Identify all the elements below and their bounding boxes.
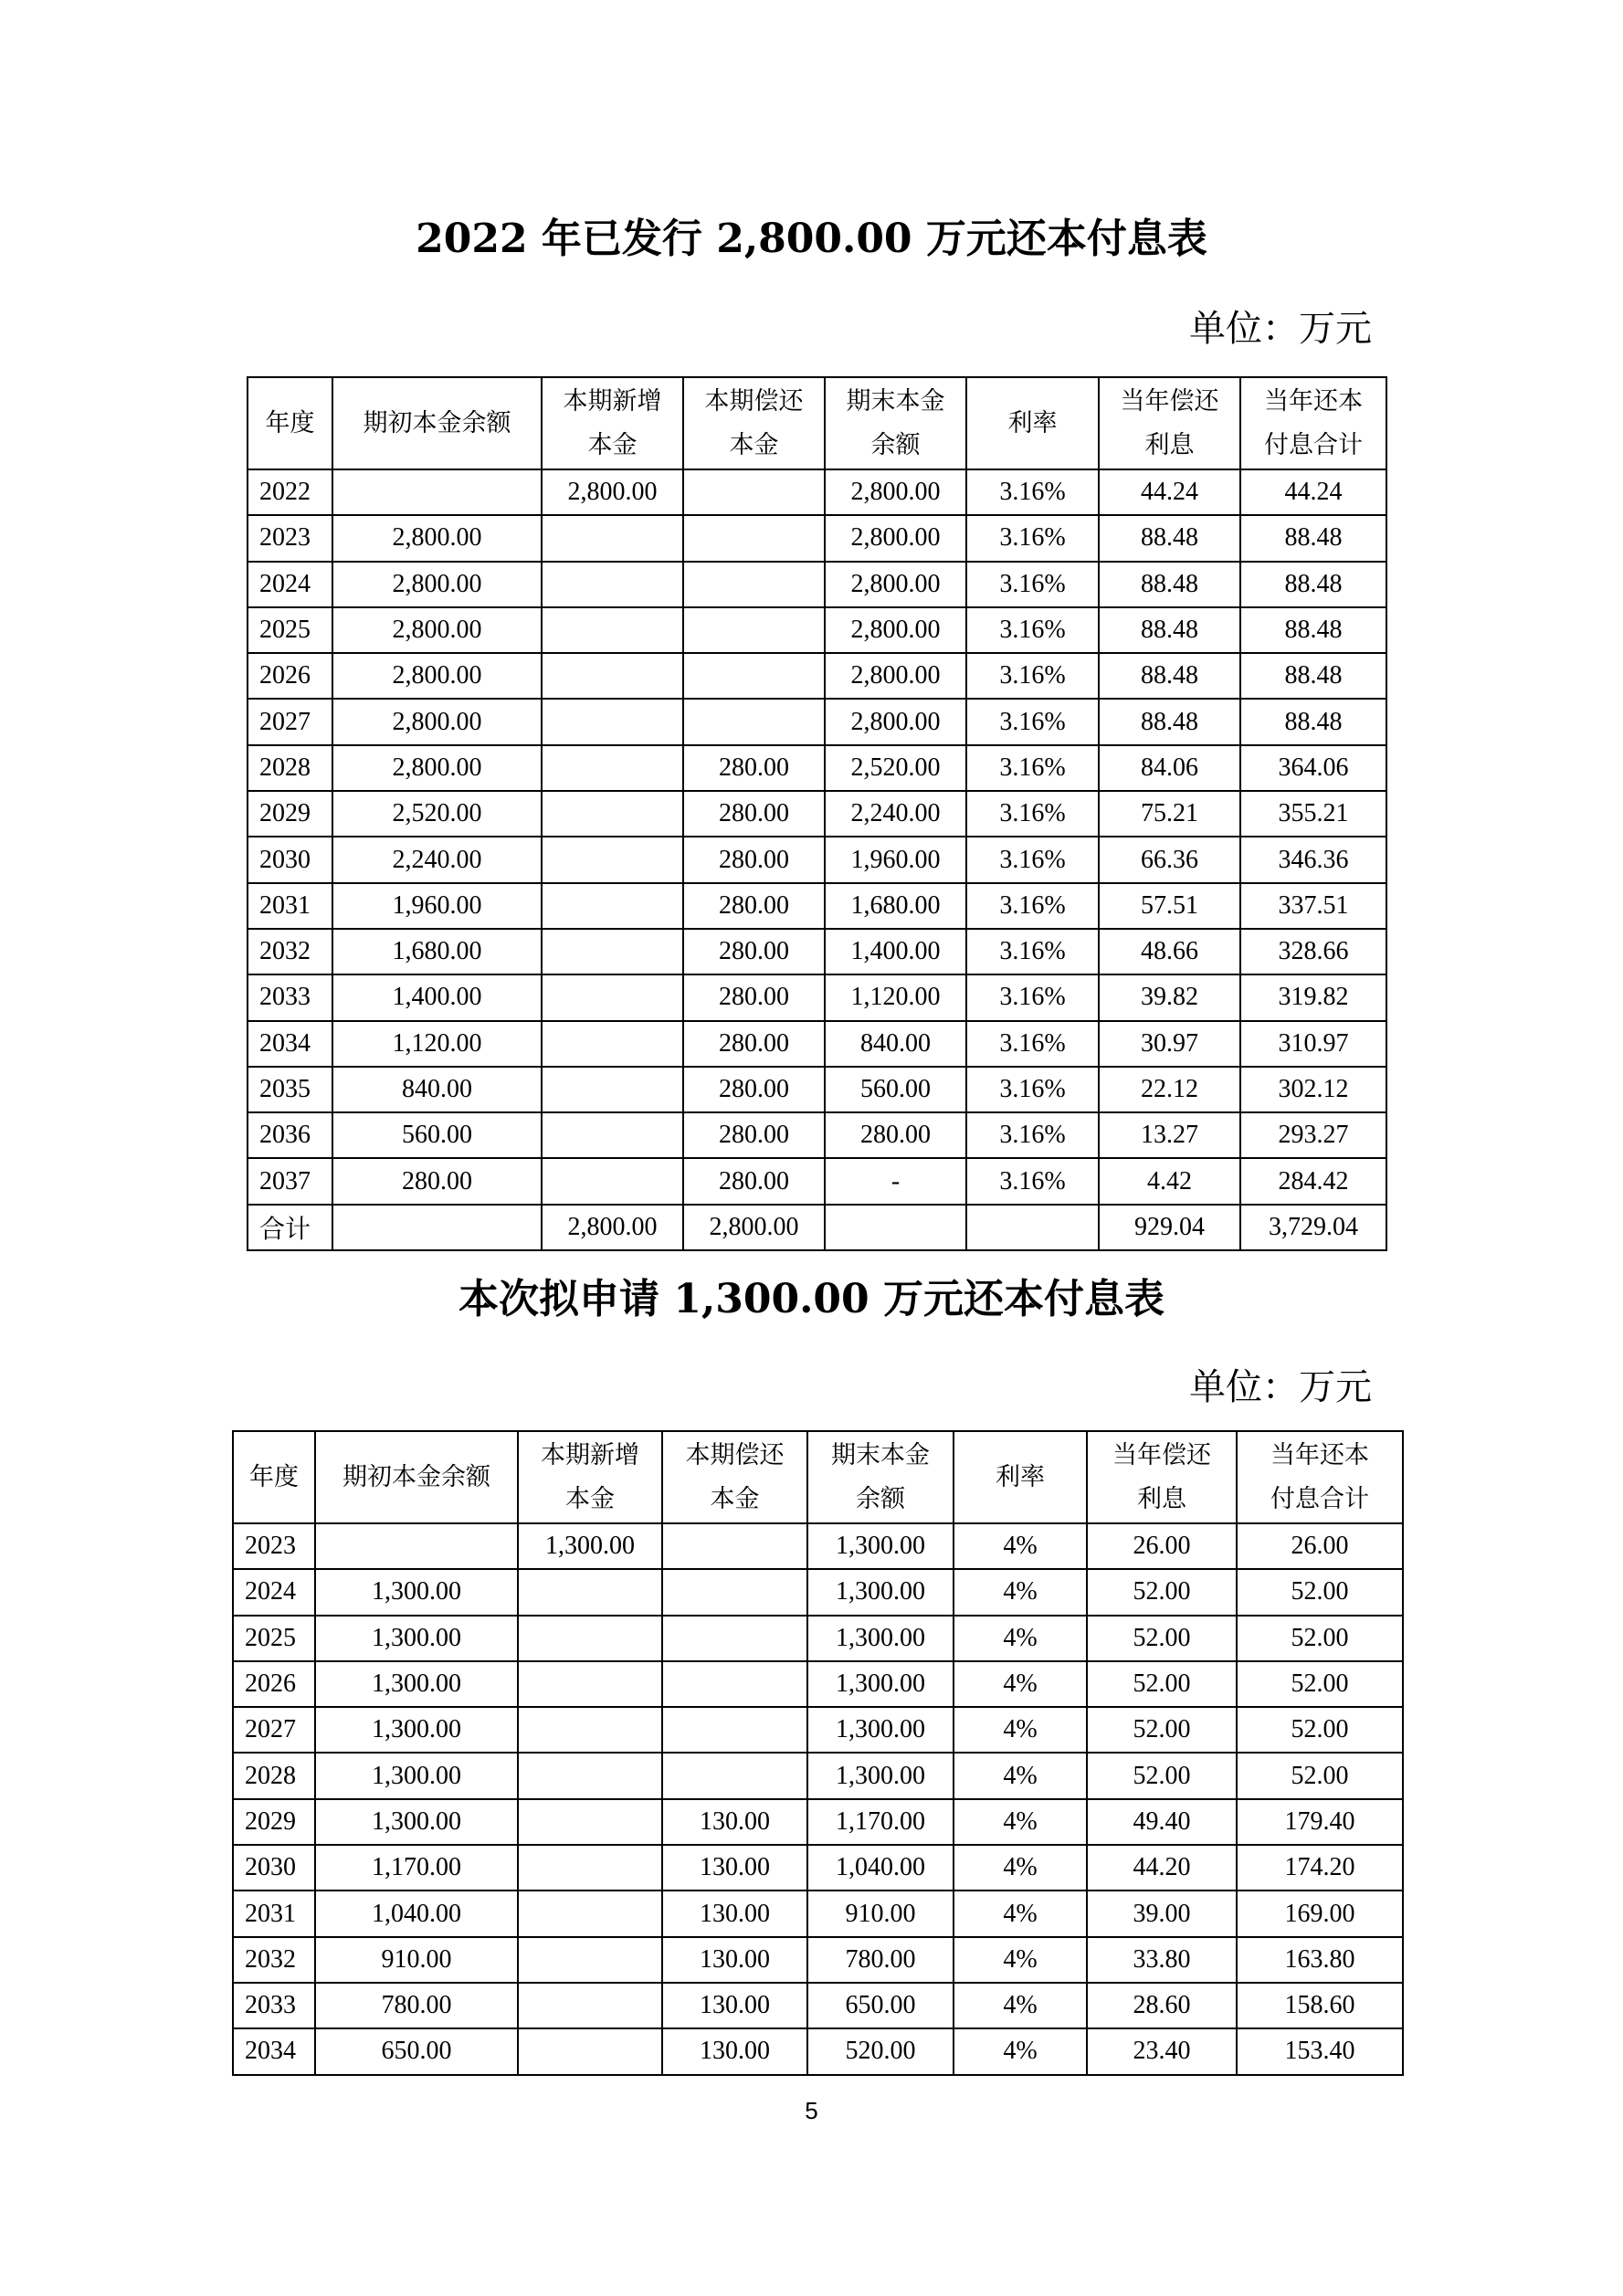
table-cell: [683, 562, 825, 607]
table-cell: [662, 1661, 807, 1707]
table-cell: [662, 1523, 807, 1569]
table-cell: 1,120.00: [332, 1021, 542, 1067]
table-cell: 280.00: [683, 929, 825, 974]
table-cell: [518, 1753, 662, 1798]
table-cell: 52.00: [1087, 1616, 1237, 1661]
table-cell: 66.36: [1099, 837, 1240, 882]
table-cell: 33.80: [1087, 1937, 1237, 1983]
table-row: [233, 2028, 1403, 2074]
column-header: 当年还本 付息合计: [1240, 377, 1386, 469]
table-cell: [518, 1845, 662, 1891]
table-row: [248, 974, 1386, 1020]
table-cell: [518, 1616, 662, 1661]
table-cell: 52.00: [1087, 1753, 1237, 1798]
column-header: 期末本金 余额: [825, 377, 966, 469]
table-cell: 2,800.00: [332, 607, 542, 653]
table1-unit: 单位：万元: [1189, 308, 1372, 350]
table-cell: 1,300.00: [315, 1753, 518, 1798]
table-cell: 302.12: [1240, 1067, 1386, 1112]
table-cell: 88.48: [1240, 653, 1386, 699]
table-cell: 1,960.00: [825, 837, 966, 882]
table-cell: 3.16%: [966, 1067, 1099, 1112]
table-cell: 2,520.00: [825, 745, 966, 791]
table-cell: 1,300.00: [315, 1799, 518, 1845]
table-cell: [542, 699, 683, 744]
table-cell: 28.60: [1087, 1983, 1237, 2028]
table-cell: 2032: [248, 929, 332, 974]
table-cell: 1,680.00: [825, 883, 966, 929]
table-cell: 52.00: [1237, 1661, 1403, 1707]
table-row: [248, 1205, 1386, 1250]
table-cell: 1,300.00: [807, 1753, 954, 1798]
table-cell: 1,300.00: [807, 1523, 954, 1569]
table-cell: [542, 653, 683, 699]
table-cell: 52.00: [1237, 1616, 1403, 1661]
table-row: [233, 1753, 1403, 1798]
table-cell: 2033: [248, 974, 332, 1020]
table-cell: 355.21: [1240, 791, 1386, 837]
table-cell: 3.16%: [966, 699, 1099, 744]
table-cell: 337.51: [1240, 883, 1386, 929]
table-cell: 280.00: [683, 1067, 825, 1112]
table-cell: 2,800.00: [542, 469, 683, 515]
table-cell: 1,960.00: [332, 883, 542, 929]
table-cell: 2,520.00: [332, 791, 542, 837]
table-cell: 2026: [233, 1661, 315, 1707]
table-cell: [518, 1983, 662, 2028]
table-cell: 319.82: [1240, 974, 1386, 1020]
table-cell: 130.00: [662, 1845, 807, 1891]
column-header: 本期偿还 本金: [683, 377, 825, 469]
table-cell: 2029: [233, 1799, 315, 1845]
table-cell: 26.00: [1237, 1523, 1403, 1569]
table-cell: 22.12: [1099, 1067, 1240, 1112]
table-cell: 284.42: [1240, 1158, 1386, 1204]
repayment-table-proposed: [232, 1430, 1404, 2076]
table-cell: 52.00: [1087, 1661, 1237, 1707]
table-row: [233, 1983, 1403, 2028]
table-cell: 52.00: [1237, 1753, 1403, 1798]
table-row: [233, 1569, 1403, 1615]
table-cell: 280.00: [683, 883, 825, 929]
table-cell: 3.16%: [966, 745, 1099, 791]
table-cell: 2031: [233, 1891, 315, 1936]
table-cell: 174.20: [1237, 1845, 1403, 1891]
table-cell: 4%: [954, 1937, 1087, 1983]
table-cell: 2030: [233, 1845, 315, 1891]
table-cell: 84.06: [1099, 745, 1240, 791]
table-cell: 560.00: [825, 1067, 966, 1112]
table-cell: 1,120.00: [825, 974, 966, 1020]
table-cell: 2027: [248, 699, 332, 744]
table2-title: 本次拟申请 1,300.00 万元还本付息表: [458, 1276, 1165, 1322]
table-cell: 2,800.00: [825, 699, 966, 744]
table-cell: 780.00: [807, 1937, 954, 1983]
table-cell: [542, 1067, 683, 1112]
table-cell: 3.16%: [966, 883, 1099, 929]
table-cell: 2025: [248, 607, 332, 653]
table-cell: [966, 1205, 1099, 1250]
table-cell: 3.16%: [966, 607, 1099, 653]
table-cell: 1,300.00: [807, 1707, 954, 1753]
table-cell: 3,729.04: [1240, 1205, 1386, 1250]
table-cell: 650.00: [315, 2028, 518, 2074]
table-cell: 48.66: [1099, 929, 1240, 974]
table-cell: 2034: [248, 1021, 332, 1067]
table-cell: 88.48: [1099, 562, 1240, 607]
table-cell: 2,800.00: [332, 699, 542, 744]
table-row: [233, 1616, 1403, 1661]
table-cell: 52.00: [1087, 1707, 1237, 1753]
table1-title: 2022 年已发行 2,800.00 万元还本付息表: [416, 216, 1207, 262]
table-row: [233, 1799, 1403, 1845]
table-cell: 1,400.00: [825, 929, 966, 974]
table-cell: [542, 1021, 683, 1067]
column-header: 本期新增 本金: [542, 377, 683, 469]
table-cell: 2022: [248, 469, 332, 515]
column-header: 本期偿还 本金: [662, 1431, 807, 1523]
table-cell: 2,800.00: [825, 562, 966, 607]
table-cell: 4%: [954, 2028, 1087, 2074]
table-cell: 2,800.00: [825, 469, 966, 515]
table-row: [233, 1937, 1403, 1983]
table-cell: 3.16%: [966, 929, 1099, 974]
table-cell: [542, 837, 683, 882]
table-cell: 346.36: [1240, 837, 1386, 882]
table-cell: 4%: [954, 1799, 1087, 1845]
table-cell: 2028: [248, 745, 332, 791]
table-cell: 280.00: [332, 1158, 542, 1204]
table-row: [248, 699, 1386, 744]
table-cell: 2025: [233, 1616, 315, 1661]
table-cell: 840.00: [332, 1067, 542, 1112]
table-row: [248, 929, 1386, 974]
table-cell: 328.66: [1240, 929, 1386, 974]
column-header: 期初本金余额: [332, 377, 542, 469]
table-cell: [542, 883, 683, 929]
table-cell: 3.16%: [966, 562, 1099, 607]
table-cell: 4.42: [1099, 1158, 1240, 1204]
table-cell: 1,300.00: [807, 1616, 954, 1661]
table-cell: 2,800.00: [825, 515, 966, 561]
column-header: 年度: [233, 1431, 315, 1523]
table-cell: 88.48: [1099, 515, 1240, 561]
table-cell: [542, 562, 683, 607]
column-header: 年度: [248, 377, 332, 469]
table-cell: 3.16%: [966, 1112, 1099, 1158]
table-row: [248, 1067, 1386, 1112]
table-cell: 910.00: [807, 1891, 954, 1936]
column-header: 当年偿还 利息: [1087, 1431, 1237, 1523]
header-row: [233, 1431, 1403, 1523]
table-row: [233, 1707, 1403, 1753]
table-cell: 163.80: [1237, 1937, 1403, 1983]
table-cell: 2033: [233, 1983, 315, 2028]
table-cell: 3.16%: [966, 837, 1099, 882]
table-cell: 3.16%: [966, 1158, 1099, 1204]
table-cell: [542, 929, 683, 974]
table-row: [248, 515, 1386, 561]
table-cell: 130.00: [662, 1983, 807, 2028]
table-cell: 153.40: [1237, 2028, 1403, 2074]
table-cell: [518, 2028, 662, 2074]
column-header: 当年偿还 利息: [1099, 377, 1240, 469]
table-cell: 4%: [954, 1845, 1087, 1891]
table-cell: 280.00: [683, 745, 825, 791]
table-cell: 1,680.00: [332, 929, 542, 974]
table-cell: 130.00: [662, 1937, 807, 1983]
table-cell: [332, 1205, 542, 1250]
table-cell: -: [825, 1158, 966, 1204]
table-cell: 280.00: [683, 974, 825, 1020]
table-cell: 1,300.00: [315, 1661, 518, 1707]
table-cell: 4%: [954, 1523, 1087, 1569]
table-cell: 88.48: [1240, 515, 1386, 561]
table-cell: 2,800.00: [683, 1205, 825, 1250]
table-cell: 2,240.00: [825, 791, 966, 837]
table-cell: 4%: [954, 1616, 1087, 1661]
table-cell: 39.82: [1099, 974, 1240, 1020]
column-header: 本期新增 本金: [518, 1431, 662, 1523]
table-cell: [518, 1799, 662, 1845]
table-cell: 1,300.00: [518, 1523, 662, 1569]
table-cell: 2,240.00: [332, 837, 542, 882]
table-cell: 2027: [233, 1707, 315, 1753]
table-cell: [662, 1569, 807, 1615]
table-cell: 52.00: [1237, 1569, 1403, 1615]
table-cell: 1,300.00: [807, 1569, 954, 1615]
table-cell: 2035: [248, 1067, 332, 1112]
table-cell: 280.00: [683, 837, 825, 882]
table-cell: 88.48: [1099, 699, 1240, 744]
table-cell: [683, 653, 825, 699]
table-cell: 44.20: [1087, 1845, 1237, 1891]
table-cell: 合计: [248, 1205, 332, 1250]
table-cell: 310.97: [1240, 1021, 1386, 1067]
table-cell: 52.00: [1237, 1707, 1403, 1753]
table-cell: 520.00: [807, 2028, 954, 2074]
table-cell: [315, 1523, 518, 1569]
table-cell: 57.51: [1099, 883, 1240, 929]
table-cell: 1,040.00: [315, 1891, 518, 1936]
table-row: [248, 837, 1386, 882]
table-cell: [683, 469, 825, 515]
table-cell: 1,170.00: [315, 1845, 518, 1891]
table-cell: [542, 974, 683, 1020]
table-cell: 88.48: [1240, 562, 1386, 607]
table-cell: 280.00: [683, 1112, 825, 1158]
table-cell: 179.40: [1237, 1799, 1403, 1845]
table-cell: [662, 1707, 807, 1753]
table-cell: 1,400.00: [332, 974, 542, 1020]
table-cell: [662, 1753, 807, 1798]
table-row: [248, 1112, 1386, 1158]
column-header: 利率: [966, 377, 1099, 469]
table-cell: 30.97: [1099, 1021, 1240, 1067]
table-cell: 52.00: [1087, 1569, 1237, 1615]
table-cell: 158.60: [1237, 1983, 1403, 2028]
column-header: 期初本金余额: [315, 1431, 518, 1523]
table-cell: 1,300.00: [807, 1661, 954, 1707]
table-cell: 1,300.00: [315, 1707, 518, 1753]
table-row: [248, 883, 1386, 929]
table-cell: 650.00: [807, 1983, 954, 2028]
table-cell: 2,800.00: [332, 745, 542, 791]
table-cell: 130.00: [662, 2028, 807, 2074]
table-cell: [542, 607, 683, 653]
table-cell: 4%: [954, 1891, 1087, 1936]
table-cell: 2,800.00: [825, 607, 966, 653]
table-cell: 2028: [233, 1753, 315, 1798]
table-row: [248, 1158, 1386, 1204]
table-cell: 929.04: [1099, 1205, 1240, 1250]
table-row: [233, 1891, 1403, 1936]
table-row: [248, 791, 1386, 837]
table-cell: 13.27: [1099, 1112, 1240, 1158]
page-number: 5: [805, 2097, 818, 2124]
table-cell: 1,170.00: [807, 1799, 954, 1845]
table-cell: 3.16%: [966, 1021, 1099, 1067]
table-cell: 4%: [954, 1707, 1087, 1753]
table-cell: 4%: [954, 1661, 1087, 1707]
table-cell: 2029: [248, 791, 332, 837]
column-header: 利率: [954, 1431, 1087, 1523]
table-cell: 280.00: [683, 1021, 825, 1067]
table2-unit: 单位：万元: [1189, 1366, 1372, 1408]
table-cell: 3.16%: [966, 653, 1099, 699]
table-row: [248, 607, 1386, 653]
table-cell: 88.48: [1240, 699, 1386, 744]
table-cell: 3.16%: [966, 515, 1099, 561]
table-cell: [542, 1158, 683, 1204]
table-cell: [825, 1205, 966, 1250]
table-row: [233, 1661, 1403, 1707]
table-cell: 4%: [954, 1569, 1087, 1615]
table-cell: 280.00: [825, 1112, 966, 1158]
table-cell: 780.00: [315, 1983, 518, 2028]
table-cell: [518, 1569, 662, 1615]
table-cell: 169.00: [1237, 1891, 1403, 1936]
table-cell: [518, 1661, 662, 1707]
table-cell: 2037: [248, 1158, 332, 1204]
table-row: [248, 653, 1386, 699]
table-cell: 910.00: [315, 1937, 518, 1983]
table-row: [248, 745, 1386, 791]
table-cell: [683, 699, 825, 744]
table-row: [248, 562, 1386, 607]
table-cell: 75.21: [1099, 791, 1240, 837]
table-cell: 39.00: [1087, 1891, 1237, 1936]
table-cell: 560.00: [332, 1112, 542, 1158]
table-cell: 4%: [954, 1983, 1087, 2028]
table-cell: [518, 1707, 662, 1753]
table-cell: 1,300.00: [315, 1616, 518, 1661]
table-cell: 3.16%: [966, 974, 1099, 1020]
table-row: [233, 1523, 1403, 1569]
table-cell: [662, 1616, 807, 1661]
table-cell: [332, 469, 542, 515]
table-cell: 2,800.00: [332, 515, 542, 561]
table-cell: 2032: [233, 1937, 315, 1983]
table-cell: 2,800.00: [332, 562, 542, 607]
table-cell: 1,300.00: [315, 1569, 518, 1615]
column-header: 当年还本 付息合计: [1237, 1431, 1403, 1523]
table-row: [248, 1021, 1386, 1067]
table-body: [233, 1431, 1403, 2075]
table-cell: 3.16%: [966, 791, 1099, 837]
table-cell: 2036: [248, 1112, 332, 1158]
table-cell: [518, 1891, 662, 1936]
table-cell: 2023: [233, 1523, 315, 1569]
table-cell: 49.40: [1087, 1799, 1237, 1845]
table-cell: 4%: [954, 1753, 1087, 1798]
table-row: [248, 469, 1386, 515]
table-cell: 88.48: [1099, 607, 1240, 653]
table-cell: 44.24: [1240, 469, 1386, 515]
table-cell: 130.00: [662, 1891, 807, 1936]
table-cell: 2,800.00: [825, 653, 966, 699]
table-body: [248, 377, 1386, 1250]
table-cell: 2024: [233, 1569, 315, 1615]
table-cell: 2,800.00: [332, 653, 542, 699]
table-cell: 2026: [248, 653, 332, 699]
table-cell: 2030: [248, 837, 332, 882]
table-cell: [542, 791, 683, 837]
table-cell: [542, 515, 683, 561]
table-cell: 3.16%: [966, 469, 1099, 515]
table-cell: 293.27: [1240, 1112, 1386, 1158]
table-cell: 280.00: [683, 791, 825, 837]
table-cell: 26.00: [1087, 1523, 1237, 1569]
table-cell: 364.06: [1240, 745, 1386, 791]
column-header: 期末本金 余额: [807, 1431, 954, 1523]
table-cell: 280.00: [683, 1158, 825, 1204]
table-cell: 2024: [248, 562, 332, 607]
repayment-table-issued: [247, 376, 1387, 1251]
table-cell: 88.48: [1240, 607, 1386, 653]
table-cell: 2034: [233, 2028, 315, 2074]
table-cell: 88.48: [1099, 653, 1240, 699]
table-cell: 2,800.00: [542, 1205, 683, 1250]
table-cell: [683, 515, 825, 561]
table-cell: 840.00: [825, 1021, 966, 1067]
table-cell: [683, 607, 825, 653]
header-row: [248, 377, 1386, 469]
table-cell: 1,040.00: [807, 1845, 954, 1891]
table-cell: 44.24: [1099, 469, 1240, 515]
table-cell: [542, 1112, 683, 1158]
table-cell: 2023: [248, 515, 332, 561]
table-row: [233, 1845, 1403, 1891]
table-cell: 2031: [248, 883, 332, 929]
table-cell: [518, 1937, 662, 1983]
table-cell: 23.40: [1087, 2028, 1237, 2074]
table-cell: [542, 745, 683, 791]
table-cell: 130.00: [662, 1799, 807, 1845]
